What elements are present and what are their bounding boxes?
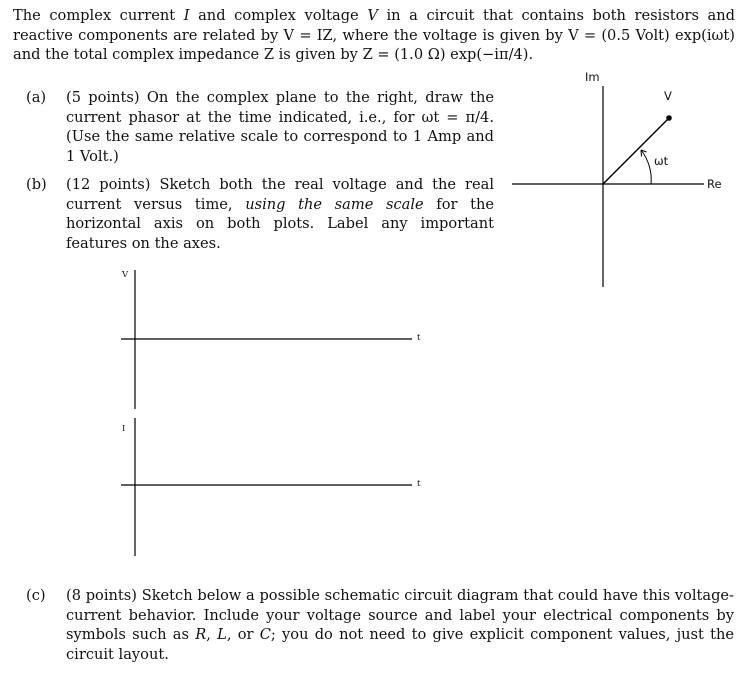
angle-label: ωt bbox=[654, 154, 669, 168]
phasor-tip-dot bbox=[667, 116, 672, 121]
part-a-text: (5 points) On the complex plane to the right, draw the current phasor at the time indicated, i.e., for ωt = π/4. (Use the same relative scale to correspond to 1 Amp and 1 Volt.) bbox=[66, 89, 494, 165]
angle-arc bbox=[641, 150, 651, 184]
part-b-text: (12 points) Sketch both the real voltage and the real current versus time, using the same scale for the horizontal axis on both plots. Label any important features on the axes. bbox=[66, 176, 494, 252]
im-axis-label: Im bbox=[585, 70, 600, 84]
voltage-phasor bbox=[603, 118, 669, 184]
current-plot-y-label: I bbox=[122, 424, 126, 434]
var-V: V bbox=[367, 7, 378, 24]
part-b-emphasis: using the same scale bbox=[245, 195, 424, 213]
eq-voltage: V = (0.5 Volt) exp(iωt) bbox=[568, 26, 735, 44]
part-c-label: (c) bbox=[26, 587, 46, 604]
symbol-C: C bbox=[259, 626, 271, 643]
voltage-plot-x-label: t bbox=[417, 333, 421, 343]
symbol-R: R bbox=[195, 626, 207, 643]
part-a-label: (a) bbox=[26, 89, 47, 106]
part-a-eq: ωt = π/4 bbox=[421, 108, 490, 126]
var-I: I bbox=[183, 7, 190, 24]
re-axis-label: Re bbox=[707, 177, 722, 191]
voltage-time-plot bbox=[121, 270, 412, 409]
part-b-label: (b) bbox=[26, 176, 47, 193]
current-time-plot bbox=[121, 418, 412, 556]
voltage-plot-y-label: V bbox=[122, 270, 129, 280]
eq-v-iz: V = IZ bbox=[283, 26, 333, 44]
intro-paragraph: The complex current I and complex voltage V in a circuit that contains both resistors and reactive components are related by V = IZ, where the voltage is given by V = (0.5 Volt) exp(iωt) and the total complex impedance Z is given by Z = (1.0 Ω) exp(−iπ/4). bbox=[13, 7, 735, 63]
current-plot-x-label: t bbox=[417, 479, 421, 489]
symbol-L: L bbox=[217, 626, 227, 643]
eq-impedance: Z = (1.0 Ω) exp(−iπ/4) bbox=[362, 46, 529, 63]
phasor-v-label: V bbox=[664, 89, 672, 103]
part-c-text: (8 points) Sketch below a possible schematic circuit diagram that could have this voltage-current behavior. Include your voltage source and label your electrical components by symbols such as R, L, or C; you do not need to give explicit component values, just the circuit layout. bbox=[66, 587, 735, 663]
phasor-plot bbox=[512, 86, 704, 287]
